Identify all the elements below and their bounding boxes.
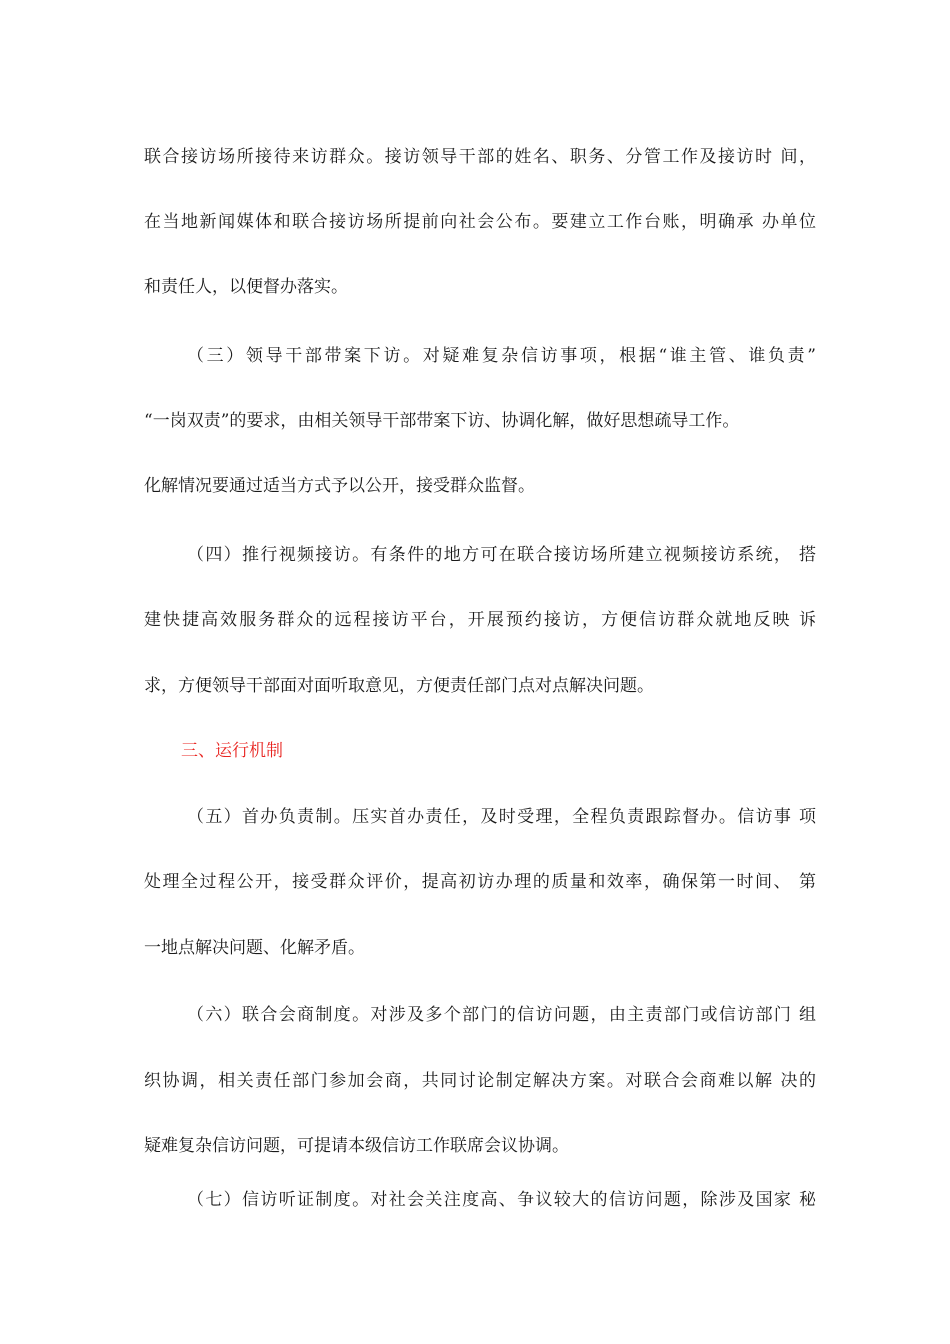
section-3-first-line: （三）领导干部带案下访。对疑难复杂信访事项，根据“谁主管、谁负责” <box>187 346 816 366</box>
paragraph-line: 建快捷高效服务群众的远程接访平台，开展预约接访，方便信访群众就地反映 诉 <box>144 610 816 630</box>
section-heading: 三、运行机制 <box>181 741 283 761</box>
paragraph-line: 联合接访场所接待来访群众。接访领导干部的姓名、职务、分管工作及接访时 间， <box>144 147 816 167</box>
paragraph-line: 织协调，相关责任部门参加会商，共同讨论制定解决方案。对联合会商难以解 决的 <box>144 1071 816 1091</box>
paragraph-line: 求，方便领导干部面对面听取意见，方便责任部门点对点解决问题。 <box>144 676 654 696</box>
section-5-first-line: （五）首办负责制。压实首办责任，及时受理，全程负责跟踪督办。信访事 项 <box>187 807 816 827</box>
paragraph-line: 疑难复杂信访问题，可提请本级信访工作联席会议协调。 <box>144 1136 569 1156</box>
section-4-first-line: （四）推行视频接访。有条件的地方可在联合接访场所建立视频接访系统， 搭 <box>187 545 816 565</box>
paragraph-line: 在当地新闻媒体和联合接访场所提前向社会公布。要建立工作台账，明确承 办单位 <box>144 212 816 232</box>
paragraph-line: 化解情况要通过适当方式予以公开，接受群众监督。 <box>144 476 535 496</box>
section-6-first-line: （六）联合会商制度。对涉及多个部门的信访问题，由主责部门或信访部门 组 <box>187 1005 816 1025</box>
paragraph-line: 处理全过程公开，接受群众评价，提高初访办理的质量和效率，确保第一时间、 第 <box>144 872 816 892</box>
paragraph-line: 和责任人，以便督办落实。 <box>144 277 348 297</box>
paragraph-line: “一岗双责”的要求，由相关领导干部带案下访、协调化解，做好思想疏导工作。 <box>144 411 740 431</box>
paragraph-line: 一地点解决问题、化解矛盾。 <box>144 938 365 958</box>
section-7-first-line: （七）信访听证制度。对社会关注度高、争议较大的信访问题，除涉及国家 秘 <box>187 1190 816 1210</box>
